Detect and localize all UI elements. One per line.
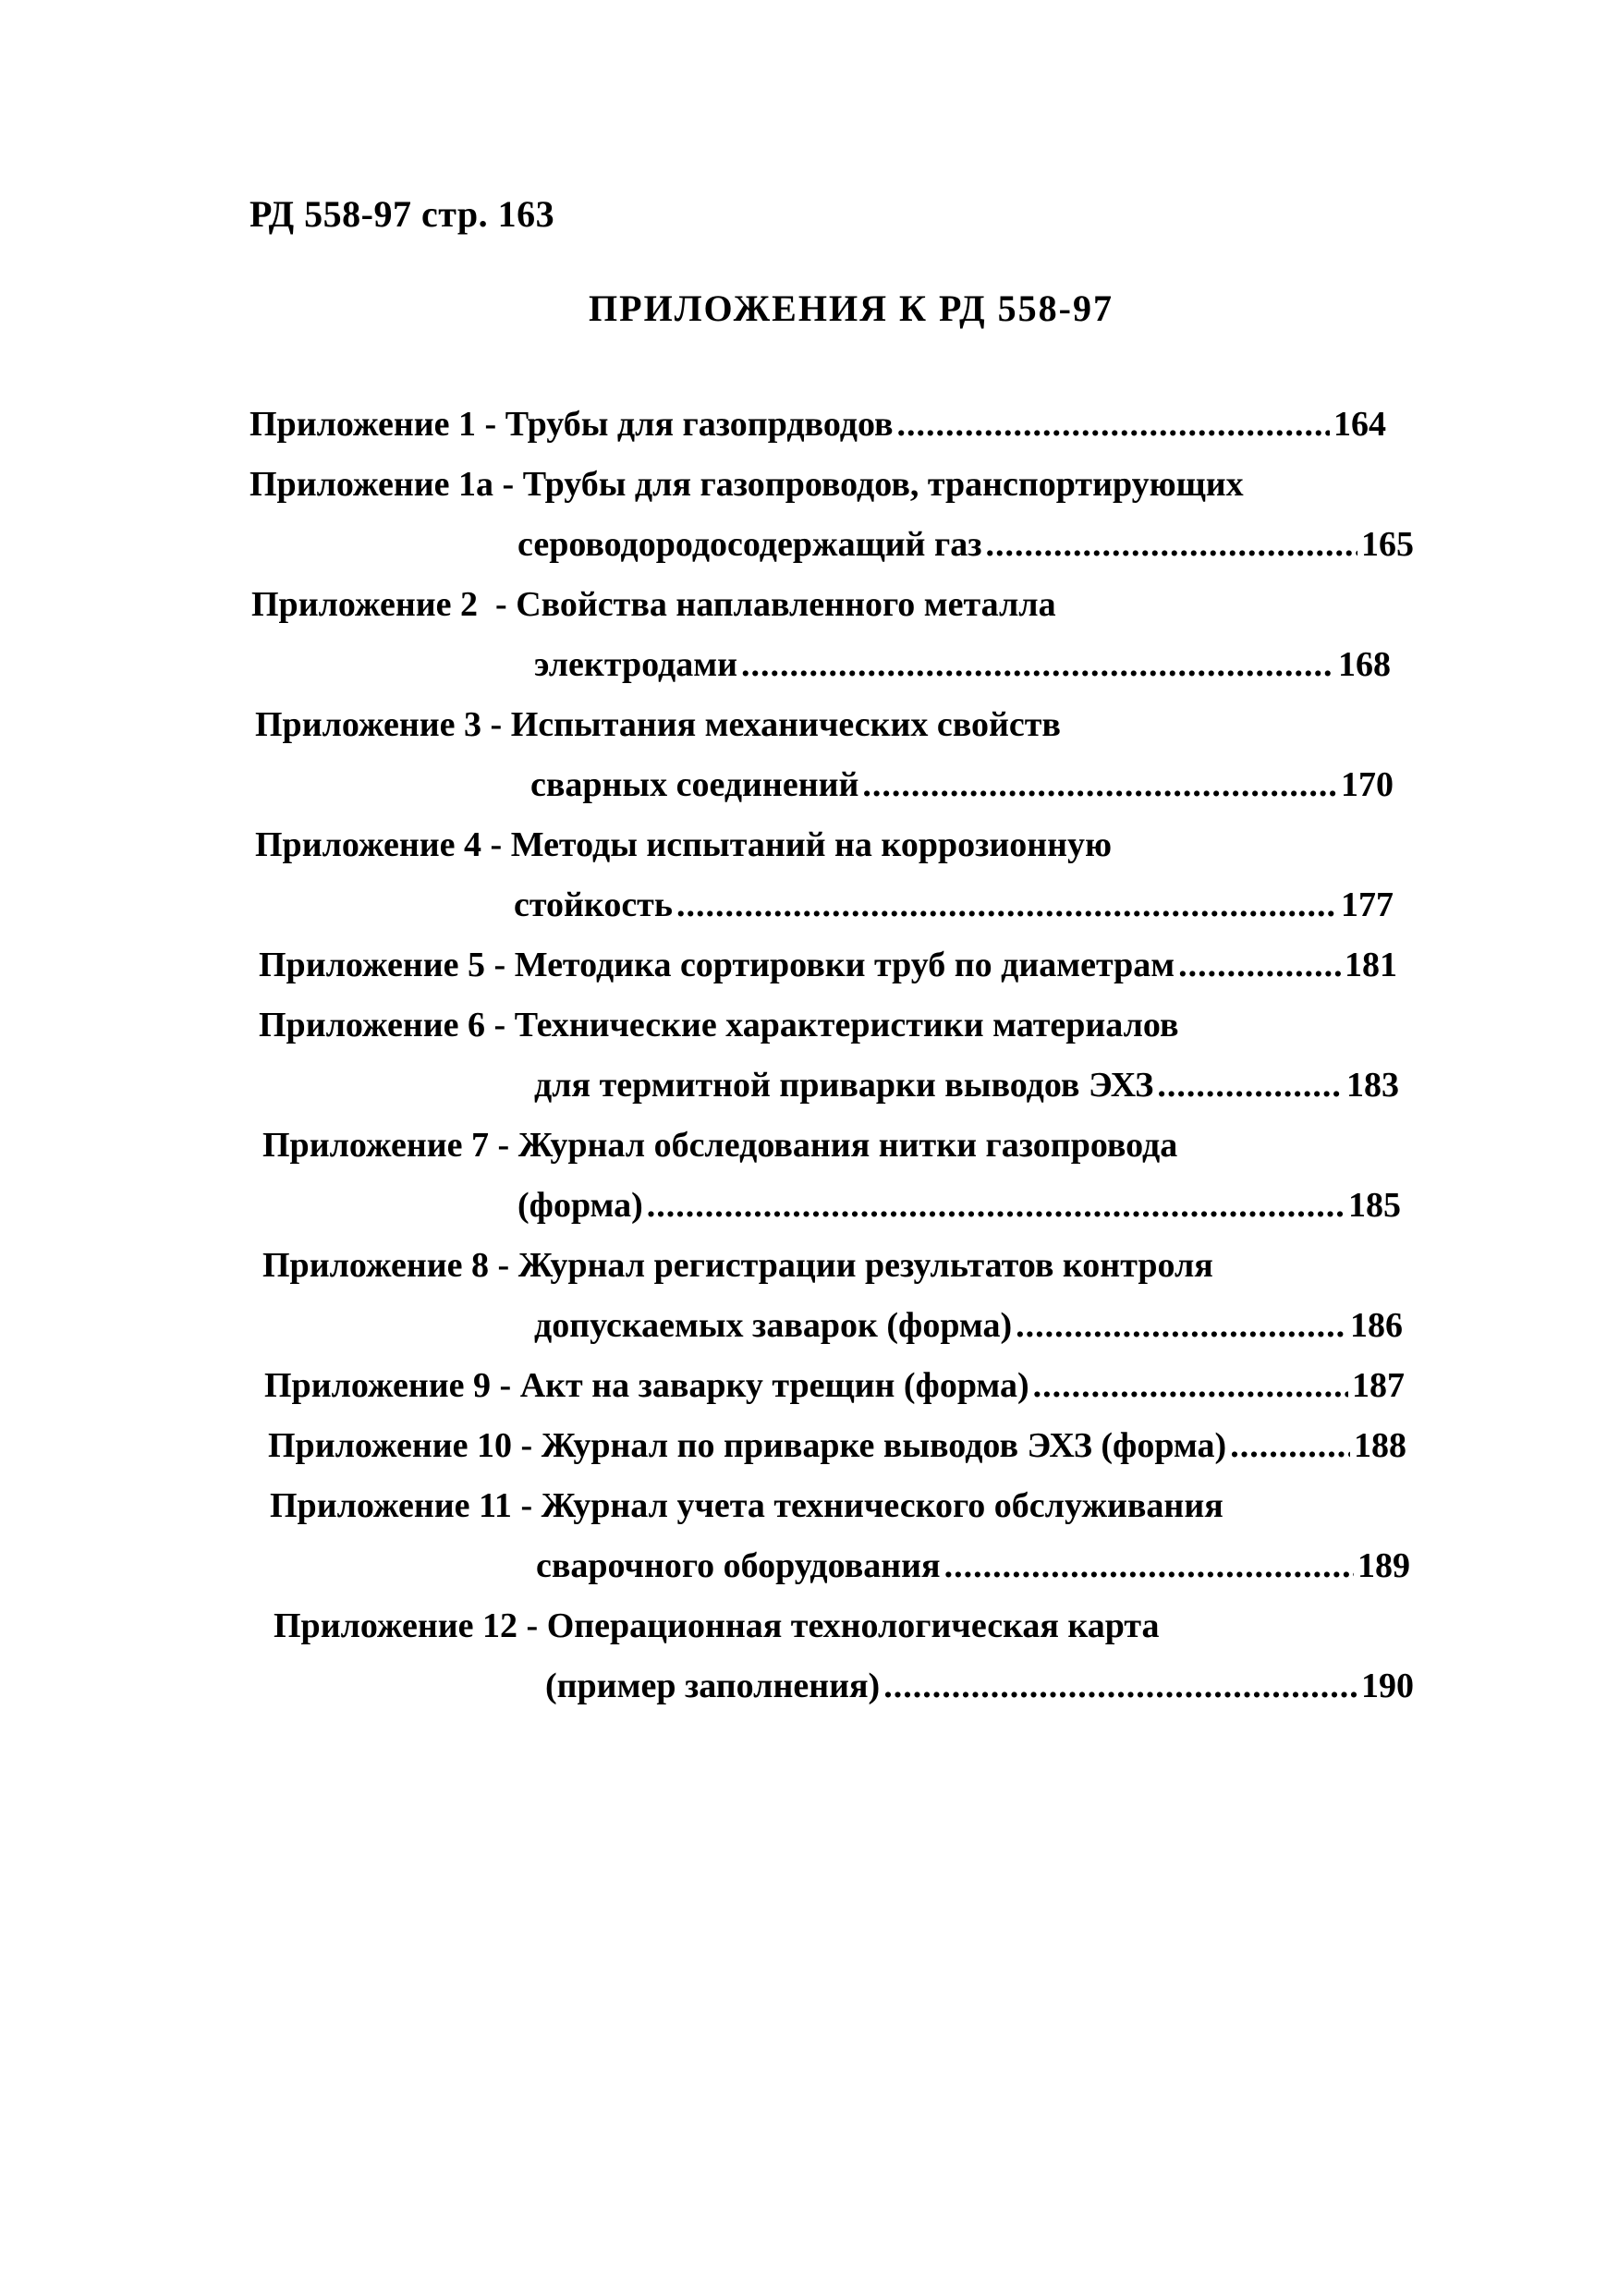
toc-separator: - — [517, 1606, 547, 1645]
toc-entry-title: Свойства наплавленного металла — [516, 585, 1056, 624]
toc-entry-title: Журнал регистрации результатов контроля — [517, 1246, 1213, 1285]
toc-page-number: 183 — [1346, 1066, 1399, 1105]
leader-dots — [741, 642, 1334, 687]
toc-page-number: 168 — [1338, 645, 1391, 684]
toc-entry-title-continued: для термитной приварки выводов ЭХЗ — [534, 1066, 1154, 1105]
toc-entry-title-continued: сварных соединений — [530, 765, 859, 804]
leader-dots — [1178, 943, 1341, 987]
toc-entry-title: Трубы для газопрдводов — [505, 405, 894, 444]
leader-dots — [1157, 1063, 1343, 1107]
leader-dots — [897, 402, 1330, 446]
toc-separator: - — [489, 1246, 518, 1285]
toc-entry-label: Приложение 3 — [255, 705, 482, 744]
toc-entry-label: Приложение 9 — [264, 1366, 492, 1405]
leader-dots — [862, 763, 1337, 807]
toc-page-number: 189 — [1357, 1546, 1410, 1585]
toc-separator: - — [489, 1126, 518, 1165]
toc-entry-title: Акт на заварку трещин (форма) — [519, 1366, 1029, 1405]
toc-entry-label: Приложение 7 — [262, 1126, 490, 1165]
toc-separator: - — [511, 1486, 542, 1525]
toc-page-number: 187 — [1352, 1366, 1405, 1405]
toc-page-number: 165 — [1361, 525, 1414, 564]
toc-page-number: 181 — [1345, 946, 1397, 984]
toc-separator: - — [478, 585, 517, 624]
toc-entry-label: Приложение 11 — [270, 1486, 512, 1525]
toc-entry-title: Операционная технологическая карта — [546, 1606, 1160, 1645]
toc-entry-label: Приложение 12 — [274, 1606, 518, 1645]
toc-entry-label: Приложение 2 — [251, 585, 479, 624]
toc-entry-title-continued: (форма) — [517, 1186, 643, 1225]
toc-entry-title: Методика сортировки труб по диаметрам — [514, 946, 1175, 984]
toc-entry-title: Журнал обследования нитки газопровода — [517, 1126, 1178, 1165]
toc-entry-title: Журнал по приварке выводов ЭХЗ (форма) — [541, 1426, 1227, 1465]
toc-entry-title: Трубы для газопроводов, транспортирующих — [522, 465, 1244, 504]
page-header: РД 558-97 стр. 163 — [250, 193, 555, 235]
toc-entry-title-continued: сероводородосодержащий газ — [517, 525, 982, 564]
toc-separator: - — [481, 705, 511, 744]
toc-entry-title-continued: электродами — [534, 645, 737, 684]
leader-dots — [1033, 1363, 1348, 1408]
toc-entry-title-continued: стойкость — [514, 885, 673, 924]
toc-entry-title: Журнал учета технического обслуживания — [541, 1486, 1223, 1525]
toc-entry-label: Приложение 1а — [250, 465, 494, 504]
toc-entry-title-continued: сварочного оборудования — [536, 1546, 941, 1585]
toc-entry-label: Приложение 5 — [259, 946, 486, 984]
toc-page-number: 177 — [1341, 885, 1394, 924]
toc-page-number: 186 — [1350, 1306, 1403, 1345]
toc-entry-label: Приложение 4 — [255, 825, 482, 864]
toc-separator: - — [485, 1006, 515, 1044]
toc-entry-title-continued: допускаемых заварок (форма) — [534, 1306, 1013, 1345]
toc-entry-label: Приложение 6 — [259, 1006, 486, 1044]
toc-separator: - — [481, 825, 511, 864]
toc-entry-title: Технические характеристики материалов — [514, 1006, 1179, 1044]
toc-separator: - — [485, 946, 515, 984]
page-title: ПРИЛОЖЕНИЯ К РД 558-97 — [589, 287, 1114, 329]
leader-dots — [985, 522, 1357, 567]
toc-separator: - — [493, 465, 523, 504]
toc-entry-title: Методы испытаний на коррозионную — [510, 825, 1113, 864]
toc-page-number: 190 — [1361, 1667, 1414, 1705]
toc-separator: - — [476, 405, 505, 444]
toc-separator: - — [512, 1426, 542, 1465]
toc-entry-title-continued: (пример заполнения) — [545, 1667, 881, 1705]
toc-page-number: 188 — [1354, 1426, 1406, 1465]
toc-page-number: 164 — [1333, 405, 1386, 444]
toc-entry-label: Приложение 8 — [262, 1246, 490, 1285]
leader-dots — [676, 883, 1337, 927]
leader-dots — [1016, 1303, 1346, 1348]
leader-dots — [883, 1664, 1357, 1708]
toc-separator: - — [491, 1366, 520, 1405]
leader-dots — [647, 1183, 1345, 1227]
toc-page-number: 185 — [1348, 1186, 1401, 1225]
toc-page-number: 170 — [1341, 765, 1394, 804]
toc-entry-title: Испытания механических свойств — [510, 705, 1061, 744]
toc-entry-label: Приложение 1 — [250, 405, 477, 444]
leader-dots — [944, 1544, 1354, 1588]
toc-entry-label: Приложение 10 — [268, 1426, 513, 1465]
leader-dots — [1230, 1423, 1350, 1468]
